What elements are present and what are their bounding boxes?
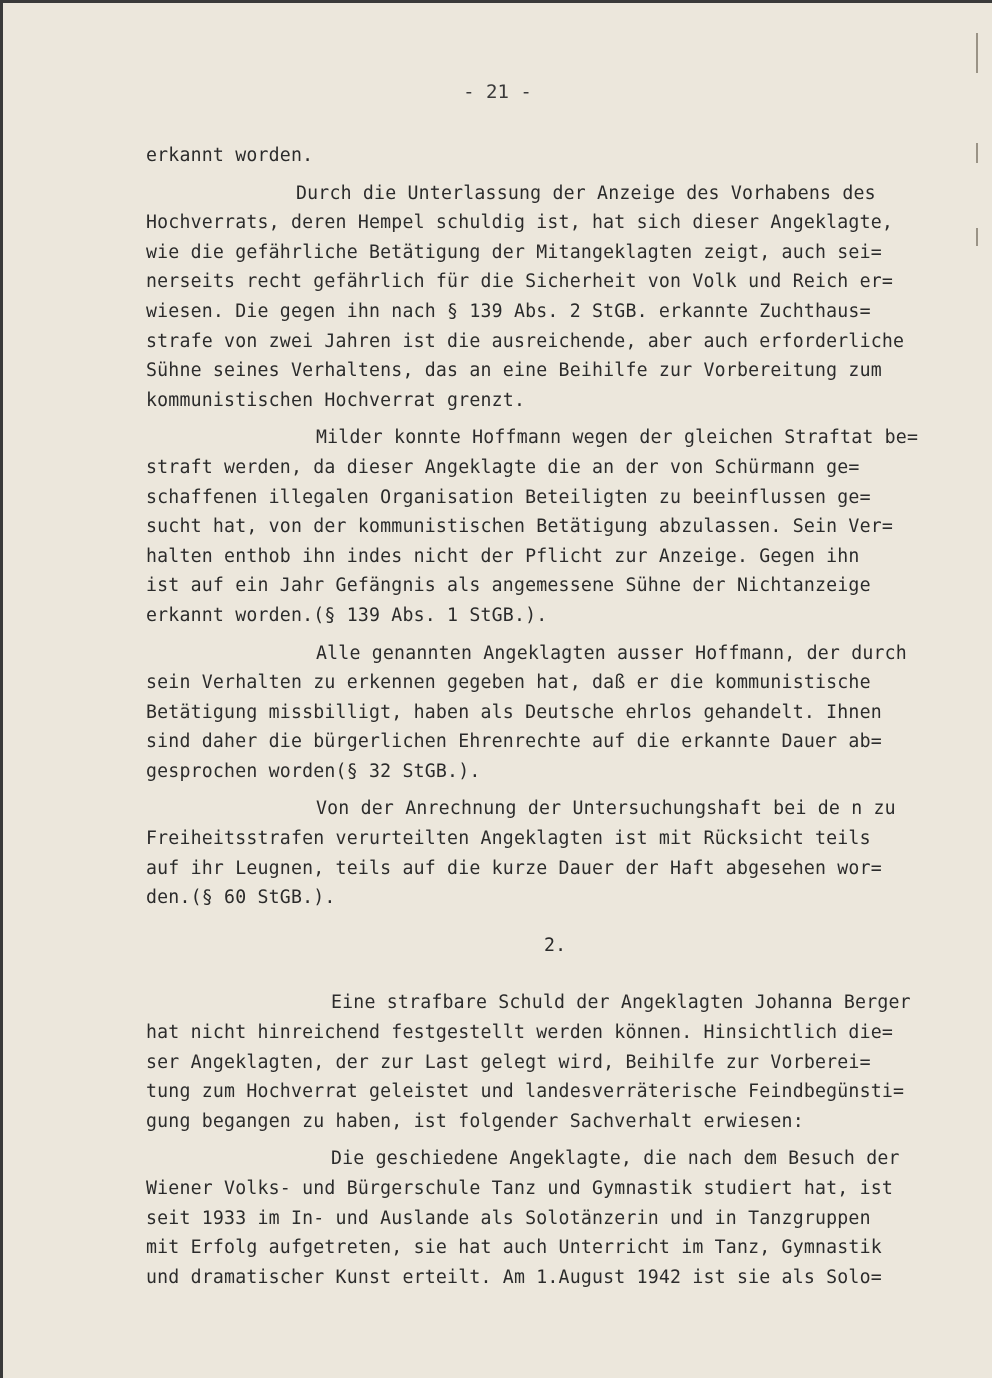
text-line: sein Verhalten zu erkennen gegeben hat, daß er die kommunistische bbox=[146, 672, 871, 694]
text-line: tung zum Hochverrat geleistet und landesverräterische Feindbegünsti= bbox=[146, 1081, 905, 1103]
text-line: strafe von zwei Jahren ist die ausreichende, aber auch erforderliche bbox=[146, 330, 905, 352]
text-line: sind daher die bürgerlichen Ehrenrechte auf die erkannte Dauer ab= bbox=[146, 731, 882, 753]
document-body bbox=[146, 141, 946, 1292]
edge-mark bbox=[976, 33, 978, 73]
text-line: sucht hat, von der kommunistischen Betätigung abzulassen. Sein Ver= bbox=[146, 516, 894, 538]
text-line: seit 1933 im In- und Auslande als Solotänzerin und in Tanzgruppen bbox=[146, 1207, 871, 1229]
text-line: Von der Anrechnung der Untersuchungshaft bei de n zu bbox=[316, 798, 896, 820]
text-line: nerseits recht gefährlich für die Sicherheit von Volk und Reich er= bbox=[146, 271, 894, 293]
section-number: 2. bbox=[544, 934, 567, 956]
text-line: halten enthob ihn indes nicht der Pflicht zur Anzeige. Gegen ihn bbox=[146, 545, 860, 567]
text-line: Wiener Volks- und Bürgerschule Tanz und Gymnastik studiert hat, ist bbox=[146, 1178, 894, 1199]
text-line: Sühne seines Verhaltens, das an eine Beihilfe zur Vorbereitung zum bbox=[146, 360, 882, 382]
text-line: Hochverrats, deren Hempel schuldig ist, hat sich dieser Angeklagte, bbox=[146, 212, 894, 234]
text-line: erkannt worden. bbox=[146, 145, 314, 166]
text-line: wie die gefährliche Betätigung der Mitangeklagten zeigt, auch sei= bbox=[146, 241, 882, 263]
text-line: straft werden, da dieser Angeklagte die an der von Schürmann ge= bbox=[146, 456, 860, 478]
text-line: kommunistischen Hochverrat grenzt. bbox=[146, 389, 526, 411]
text-line: Alle genannten Angeklagten ausser Hoffmann, der durch bbox=[316, 642, 907, 664]
text-line: den.(§ 60 StGB.). bbox=[146, 887, 336, 909]
text-line: gung begangen zu haben, ist folgender Sachverhalt erwiesen: bbox=[146, 1110, 804, 1132]
text-line: wiesen. Die gegen ihn nach § 139 Abs. 2 StGB. erkannte Zuchthaus= bbox=[146, 300, 871, 322]
page-number: - 21 - bbox=[463, 81, 532, 103]
text-line: auf ihr Leugnen, teils auf die kurze Dauer der Haft abgesehen wor= bbox=[146, 857, 882, 879]
text-line: hat nicht hinreichend festgestellt werden können. Hinsichtlich die= bbox=[146, 1022, 894, 1044]
text-line: Milder konnte Hoffmann wegen der gleichen Straftat be= bbox=[316, 427, 919, 449]
text-line: ist auf ein Jahr Gefängnis als angemessene Sühne der Nichtanzeige bbox=[146, 575, 871, 597]
text-line: gesprochen worden(§ 32 StGB.). bbox=[146, 760, 481, 782]
text-line: Betätigung missbilligt, haben als Deutsche ehrlos gehandelt. Ihnen bbox=[146, 701, 882, 723]
text-line: erkannt worden.(§ 139 Abs. 1 StGB.). bbox=[146, 604, 548, 626]
text-line: schaffenen illegalen Organisation Beteiligten zu beeinflussen ge= bbox=[146, 486, 871, 508]
edge-mark bbox=[976, 143, 978, 163]
text-line: Die geschiedene Angeklagte, die nach dem Besuch der bbox=[331, 1148, 900, 1170]
text-line: ser Angeklagten, der zur Last gelegt wird, Beihilfe zur Vorberei= bbox=[146, 1051, 871, 1073]
text-line: und dramatischer Kunst erteilt. Am 1.August 1942 ist sie als Solo= bbox=[146, 1266, 882, 1288]
edge-mark bbox=[976, 228, 978, 246]
text-line: Durch die Unterlassung der Anzeige des Vorhabens des bbox=[296, 182, 876, 204]
text-line: mit Erfolg aufgetreten, sie hat auch Unterricht im Tanz, Gymnastik bbox=[146, 1237, 882, 1259]
text-line: Eine strafbare Schuld der Angeklagten Johanna Berger bbox=[331, 992, 911, 1014]
text-line: Freiheitsstrafen verurteilten Angeklagten ist mit Rücksicht teils bbox=[146, 828, 871, 850]
